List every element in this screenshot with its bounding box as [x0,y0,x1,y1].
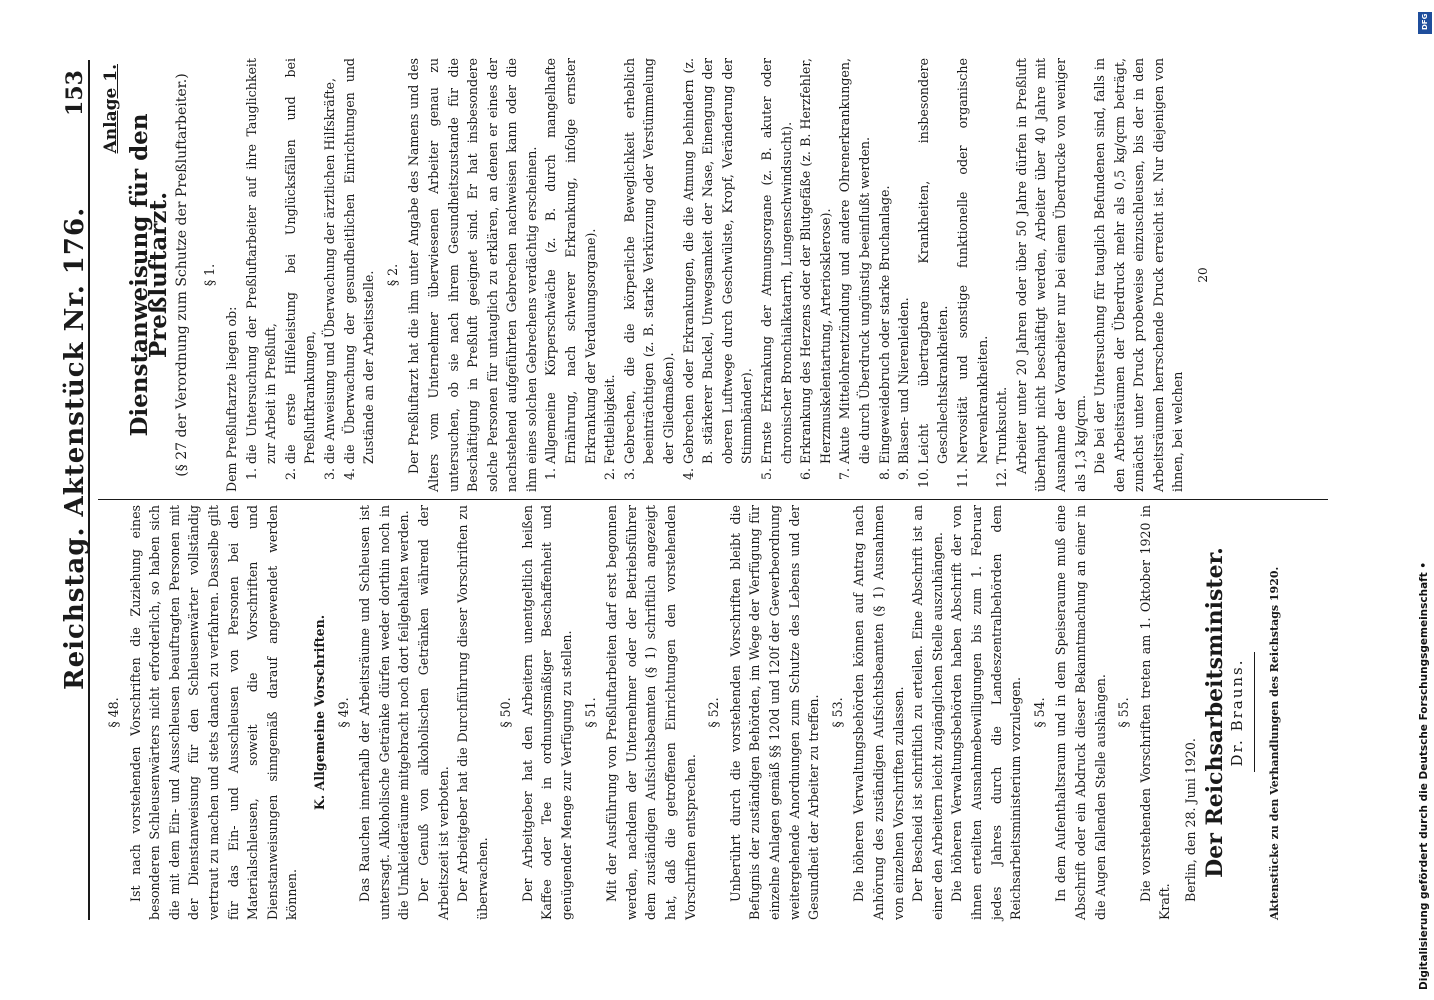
minister-title: Der Reichsarbeitsminister. [1202,547,1229,878]
list-item: 7. Akute Mittelohrentzündung und andere Ohrenerkrankungen, die durch Überdruck ungünstig beeinflußt werden. [835,58,874,464]
section-heading: § 51. [582,697,598,728]
signature-name: Dr. Brauns. [1228,658,1247,767]
section-heading: § 53. [829,697,845,728]
list-item: 12. Trunksucht. [992,58,1012,464]
list-item: 2. Fettleibigkeit. [600,58,620,464]
header-rule [88,60,90,920]
paragraph: Der Arbeitgeber hat die Durchführung dieser Vorschriften zu überwachen. [455,505,490,920]
list-item: 4. die Überwachung der gesundheitlichen Einrichtungen und Zustände an der Arbeitsstelle. [340,58,379,464]
section-heading: § 2. [384,263,400,287]
paragraph: Die bei der Untersuchung für tauglich Befundenen sind, falls in den Arbeitsräumen der Überdruck mehr als 0,5 kg/qcm beträgt, zunächst unter Druck probeweise einzuschleusen, bis der in den Arbeitsräumen herrschende Druck erreicht ist. Nur diejenigen von ihnen, bei welchen [1092,58,1186,492]
left-column [100,505,1284,920]
section-heading: § 55. [1116,697,1132,728]
paragraph: Der Bescheid ist schriftlich zu erteilen. Eine Abschrift ist an einer den Arbeitern leicht zugänglichen Stelle auszuhängen. [910,505,945,920]
list-item: 11. Nervosität und sonstige funktionelle oder organische Nervenkrankheiten. [953,58,992,464]
list-item: 10. Leicht übertragbare Krankheiten, insbesondere Geschlechtskrankheiten. [914,58,953,464]
date-line: Berlin, den 28. Juni 1920. [1182,738,1198,902]
list-item: 3. Gebrechen, die die körperliche Beweglichkeit erheblich beeinträchtigen (z. B. starke Verkürzung oder Verstümmelung der Gliedmaßen). [620,58,679,464]
right-column [100,58,1214,492]
paragraph: Der Genuß von alkoholischen Getränken während der Arbeitszeit ist verboten. [415,505,451,920]
list-item: 6. Erkrankung des Herzens oder der Blutgefäße (z. B. Herzfehler, Herzmuskelentartung, Arteriosklerose). [796,58,835,464]
paragraph: In dem Aufenthaltsraum und in dem Speiseraume muß eine Abschrift oder ein Abdruck dieser Bekanntmachung an einer in die Augen fallenden Stelle aushängen. [1053,505,1108,920]
paragraph: Der Preßluftarzt hat die ihm unter Angabe des Namens und des Alters vom Unternehmer überwiesenen Arbeiter genau zu untersuchen, ob sie nach ihrem Gesundheitszustande für die Beschäftigung in Preßluft geeignet sind. Er hat insbesondere solche Personen für untauglich zu erklären, an denen er eines der nachstehend aufgeführten Gebrechen nachweisen kann oder die ihm eines solchen Gebrechens verdächtig erscheinen. [406,58,539,492]
duties-list [242,58,379,492]
list-item: 2. die erste Hilfeleistung bei Unglücksfällen und bei Preßluftkrankungen, [281,58,320,464]
section-heading: § 48. [106,697,121,728]
paragraph: Das Rauchen innerhalb der Arbeitsräume und Schleusen ist untersagt. Alkoholische Getränke dürfen weder dorthin noch in die Umkleideräume mitgebracht noch dort feilgehalten werden. [357,505,412,920]
list-item: 1. Allgemeine Körperschwäche (z. B. durch mangelhafte Ernährung, nach schwerer Erkrankung, infolge ernster Erkrankung der Verdauungsorgane). [541,58,600,464]
page-footer: Aktenstücke zu den Verhandlungen des Reichstags 1920. [1267,566,1281,920]
section-heading: § 52. [706,697,722,728]
document-subtitle: (§ 27 der Verordnung zum Schutze der Preßluftarbeiter.) [173,73,190,477]
paragraph: Arbeiter unter 20 Jahren oder über 50 Jahre dürfen in Preßluft überhaupt nicht beschäftigt werden, Arbeiter über 40 Jahre mit Ausnahme der Vorarbeiter nur bei einem Überdrucke von weniger als 1,3 kg/qcm. [1013,58,1088,492]
page-foot-number: 20 [1196,267,1211,283]
paragraph: Dem Preßluftarzte liegen ob: [223,306,239,492]
section-heading: § 54. [1031,697,1047,728]
list-item: 1. die Untersuchung der Preßluftarbeiter auf ihre Tauglichkeit zur Arbeit in Preßluft, [242,58,281,464]
digitization-note: Digitalisierung gefördert durch die Deutsche Forschungsgemeinschaft • [1418,561,1430,990]
section-heading: § 50. [498,697,514,728]
paragraph: Die höheren Verwaltungsbehörden haben Abschrift der von ihnen erteilten Ausnahmebewilligungen bis zum 1. Februar jedes Jahres durch die Landeszentralbehörden dem Reichsarbeitsministerium vorzulegen. [949,505,1024,920]
ailments-list [541,58,1011,492]
paragraph: Mit der Ausführung von Preßluftarbeiten darf erst begonnen werden, nachdem der Unternehmer oder der Betriebsführer dem zuständigen Aufsichtsbeamten (§ 1) schriftlich angezeigt hat, daß die getroffenen Einrichtungen den vorstehenden Vorschriften entsprechen. [604,505,698,920]
running-title: Reichstag. Aktenstück Nr. 176. [60,206,90,690]
closing-rule [1254,653,1255,773]
section-heading: § 49. [335,697,351,728]
section-k-heading: K. Allgemeine Vorschriften. [311,614,327,811]
list-item: 5. Ernste Erkrankung der Atmungsorgane (z. B. akuter oder chronischer Bronchialkatarrh, Lungenschwindsucht). [757,58,796,464]
list-item: 4. Gebrechen oder Erkrankungen, die die Atmung behindern (z. B. stärkerer Buckel, Unwegsamkeit der Nase, Einengung der oberen Luftwege durch Geschwülste, Kropf, Veränderung der Stimmbänder). [679,58,757,464]
paragraph: Unberührt durch die vorstehenden Vorschriften bleibt die Befugnis der zuständigen Behörden, im Wege der Verfügung für einzelne Anlagen gemäß §§ 120d und 120f der Gewerbeordnung weitergehende Anordnungen zum Schutze des Lebens und der Gesundheit der Arbeiter zu treffen. [727,505,822,920]
column-divider [98,499,1328,500]
section-heading: § 1. [202,263,218,287]
paragraph: Die höheren Verwaltungsbehörden können auf Antrag nach Anhörung des zuständigen Aufsichtsbeamten (§ 1) Ausnahmen von einzelnen Vorschriften zulassen. [851,505,906,920]
dfg-logo-text: DFG [1421,13,1429,30]
paragraph: Ist nach vorstehenden Vorschriften die Zuziehung eines besonderen Schleusenwärters nicht erforderlich, so haben sich die mit dem Ein- und Ausschleusen beauftragten Personen mit der Dienstanweisung für den Schleusenwärter vollständig vertraut zu machen und stets danach zu verfahren. Dasselbe gilt für das Ein- und Ausschleusen von Personen bei den Materialschleusen, soweit die Vorschriften und Dienstanweisungen sinngemäß darauf angewendet werden können. [127,505,300,920]
paragraph: Der Arbeitgeber hat den Arbeitern unentgeltlich heißen Kaffee oder Tee in ordnungsmäßiger Beschaffenheit und genügender Menge zur Verfügung zu stellen. [519,505,575,920]
list-item: 9. Blasen- und Nierenleiden. [894,58,914,464]
page-number: 153 [62,70,88,116]
list-item: 8. Eingeweidebruch oder starke Bruchanlage. [875,58,895,464]
document-title: Dienstanweisung für den Preßluftarzt. [125,113,173,437]
annex-label: Anlage 1. [101,64,121,154]
paragraph: Die vorstehenden Vorschriften treten am 1. Oktober 1920 in Kraft. [1137,505,1173,920]
list-item: 3. die Anweisung und Überwachung der ärztlichen Hilfskräfte, [320,58,340,464]
